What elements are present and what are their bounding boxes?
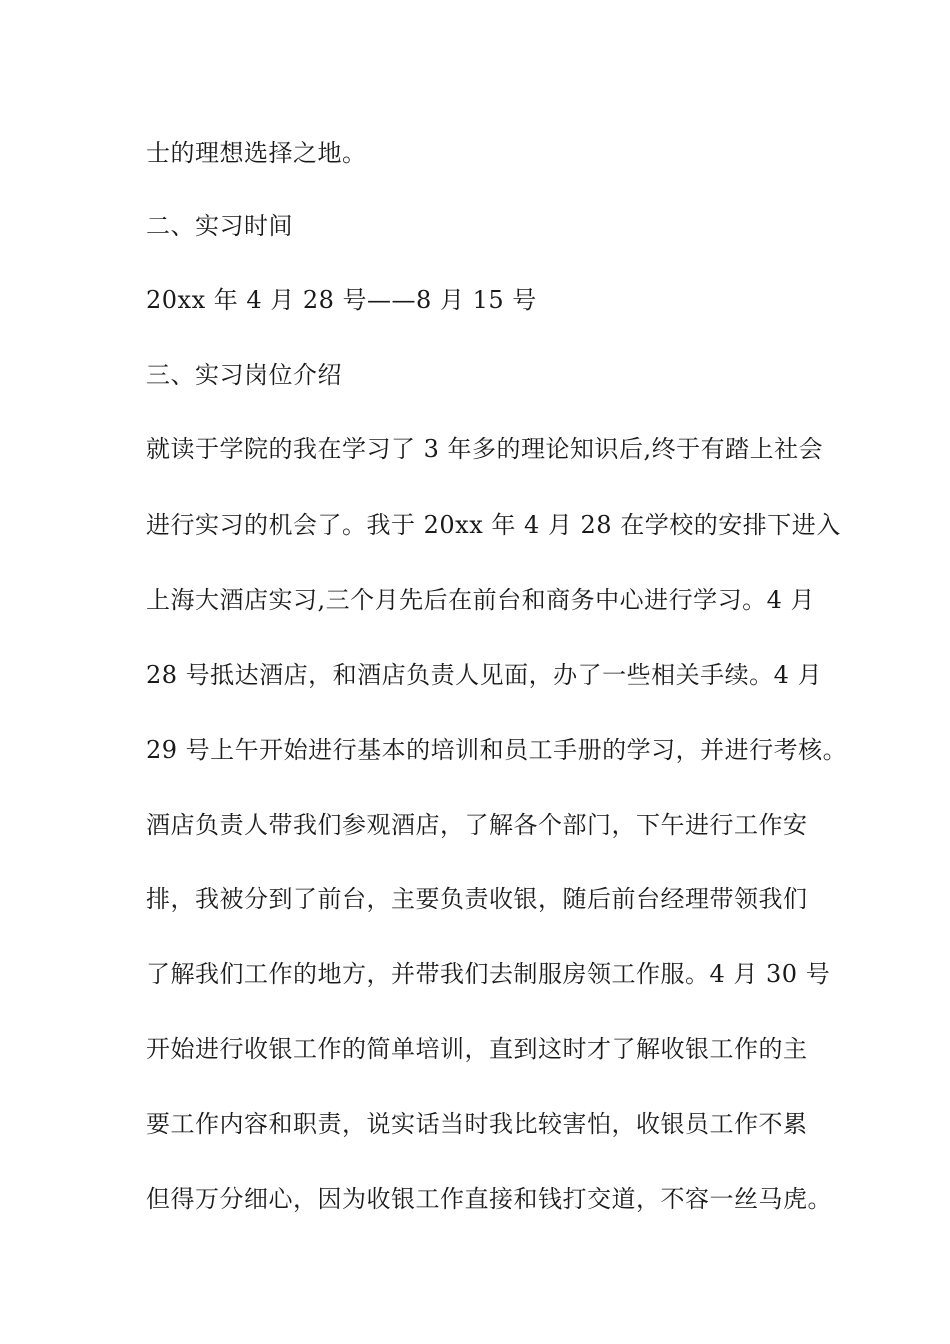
- paragraph-line-5: 就读于学院的我在学习了 3 年多的理论知识后,终于有踏上社会: [146, 435, 824, 463]
- paragraph-line-11: 排，我被分到了前台，主要负责收银，随后前台经理带领我们: [146, 885, 808, 913]
- paragraph-line-10: 酒店负责人带我们参观酒店，了解各个部门，下午进行工作安: [146, 811, 808, 839]
- paragraph-line-1: 士的理想选择之地。: [146, 139, 367, 167]
- paragraph-line-7: 上海大酒店实习,三个月先后在前台和商务中心进行学习。4 月: [146, 586, 816, 614]
- section-heading-position-intro: 三、实习岗位介绍: [146, 361, 342, 389]
- section-heading-internship-time: 二、实习时间: [146, 212, 293, 240]
- paragraph-line-6: 进行实习的机会了。我于 20xx 年 4 月 28 在学校的安排下进入: [146, 511, 841, 539]
- paragraph-line-8: 28 号抵达酒店，和酒店负责人见面，办了一些相关手续。4 月: [146, 661, 823, 689]
- paragraph-line-12: 了解我们工作的地方，并带我们去制服房领工作服。4 月 30 号: [146, 960, 831, 988]
- paragraph-line-15: 但得万分细心，因为收银工作直接和钱打交道，不容一丝马虎。: [146, 1185, 832, 1213]
- paragraph-line-13: 开始进行收银工作的简单培训，直到这时才了解收银工作的主: [146, 1035, 808, 1063]
- paragraph-line-9: 29 号上午开始进行基本的培训和员工手册的学习，并进行考核。: [146, 736, 848, 764]
- paragraph-line-14: 要工作内容和职责，说实话当时我比较害怕，收银员工作不累: [146, 1110, 808, 1138]
- internship-date-range: 20xx 年 4 月 28 号——8 月 15 号: [146, 286, 537, 314]
